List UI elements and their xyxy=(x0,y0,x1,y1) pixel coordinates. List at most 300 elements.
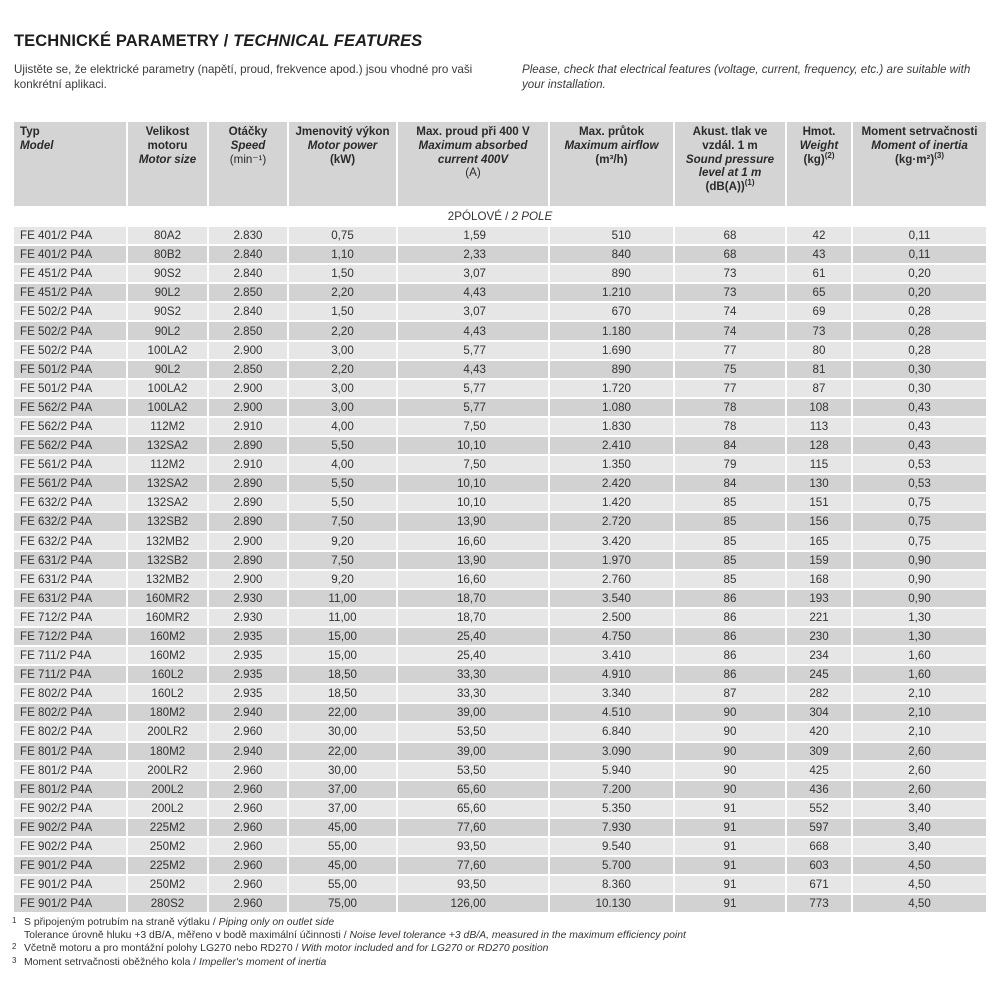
cell-weight: 420 xyxy=(787,723,851,740)
header-moment-of-inertia: Moment setrvačnosti Moment of inertia $(kg\cdot m^2)^{(3)}$ xyxy=(853,122,986,206)
cell-max-airflow: 2.500 xyxy=(550,609,673,626)
cell-speed: 2.840 xyxy=(209,265,287,282)
footnote xyxy=(12,929,686,942)
table-row xyxy=(14,265,986,282)
cell-model: FE 502/2 P4A xyxy=(14,303,126,320)
cell-motor-power: 2,20 xyxy=(289,322,396,339)
header-max-airflow: Max. průtok Maximum airflow (m³/h) xyxy=(550,122,673,206)
cell-motor-size: 280S2 xyxy=(128,895,207,912)
cell-max-current: 53,50 xyxy=(398,723,548,740)
cell-motor-power: 1,50 xyxy=(289,303,396,320)
cell-motor-size: 112M2 xyxy=(128,456,207,473)
cell-motor-size: 160M2 xyxy=(128,647,207,664)
cell-speed: 2.960 xyxy=(209,895,287,912)
cell-speed: 2.840 xyxy=(209,246,287,263)
table-row xyxy=(14,800,986,817)
cell-speed: 2.900 xyxy=(209,533,287,550)
cell-sound-pressure: 85 xyxy=(675,513,785,530)
cell-model: FE 632/2 P4A xyxy=(14,533,126,550)
cell-motor-size: 160L2 xyxy=(128,666,207,683)
cell-sound-pressure: 73 xyxy=(675,284,785,301)
cell-speed: 2.900 xyxy=(209,399,287,416)
cell-speed: 2.900 xyxy=(209,571,287,588)
cell-weight: 156 xyxy=(787,513,851,530)
cell-motor-size: 132SA2 xyxy=(128,494,207,511)
cell-max-airflow: 2.720 xyxy=(550,513,673,530)
cell-model: FE 561/2 P4A xyxy=(14,456,126,473)
cell-sound-pressure: 91 xyxy=(675,819,785,836)
cell-max-airflow: 4.910 xyxy=(550,666,673,683)
cell-speed: 2.940 xyxy=(209,743,287,760)
cell-speed: 2.960 xyxy=(209,819,287,836)
cell-max-airflow: 5.350 xyxy=(550,800,673,817)
cell-motor-size: 100LA2 xyxy=(128,380,207,397)
cell-motor-size: 100LA2 xyxy=(128,399,207,416)
cell-motor-power: 55,00 xyxy=(289,838,396,855)
cell-speed: 2.830 xyxy=(209,227,287,244)
cell-sound-pressure: 91 xyxy=(675,857,785,874)
cell-model: FE 802/2 P4A xyxy=(14,685,126,702)
cell-motor-size: 200LR2 xyxy=(128,762,207,779)
cell-max-airflow: 3.420 xyxy=(550,533,673,550)
cell-moment-of-inertia: 0,28 xyxy=(853,303,986,320)
cell-moment-of-inertia: 0,43 xyxy=(853,437,986,454)
cell-motor-size: 160MR2 xyxy=(128,590,207,607)
table-row xyxy=(14,628,986,645)
cell-speed: 2.960 xyxy=(209,857,287,874)
cell-max-current: 39,00 xyxy=(398,704,548,721)
cell-moment-of-inertia: 2,10 xyxy=(853,723,986,740)
table-row xyxy=(14,685,986,702)
table-row xyxy=(14,723,986,740)
cell-model: FE 711/2 P4A xyxy=(14,666,126,683)
cell-motor-power: 18,50 xyxy=(289,666,396,683)
cell-moment-of-inertia: 0,75 xyxy=(853,533,986,550)
cell-max-current: 4,43 xyxy=(398,361,548,378)
cell-model: FE 562/2 P4A xyxy=(14,418,126,435)
footnote-text-en: Piping only on outlet side xyxy=(218,917,335,928)
cell-weight: 304 xyxy=(787,704,851,721)
cell-max-airflow: 2.410 xyxy=(550,437,673,454)
cell-speed: 2.890 xyxy=(209,437,287,454)
cell-speed: 2.935 xyxy=(209,647,287,664)
cell-motor-size: 250M2 xyxy=(128,876,207,893)
cell-max-current: 18,70 xyxy=(398,590,548,607)
table-row xyxy=(14,399,986,416)
cell-motor-size: 250M2 xyxy=(128,838,207,855)
table-row xyxy=(14,743,986,760)
cell-motor-power: 2,20 xyxy=(289,284,396,301)
cell-speed: 2.850 xyxy=(209,284,287,301)
cell-moment-of-inertia: 0,53 xyxy=(853,475,986,492)
cell-moment-of-inertia: 0,20 xyxy=(853,284,986,301)
cell-motor-power: 7,50 xyxy=(289,552,396,569)
cell-max-airflow: 890 xyxy=(550,265,673,282)
cell-max-current: 10,10 xyxy=(398,437,548,454)
cell-moment-of-inertia: 1,60 xyxy=(853,647,986,664)
cell-motor-power: 5,50 xyxy=(289,475,396,492)
cell-moment-of-inertia: 2,10 xyxy=(853,685,986,702)
cell-speed: 2.910 xyxy=(209,456,287,473)
cell-max-airflow: 510 xyxy=(550,227,673,244)
cell-model: FE 902/2 P4A xyxy=(14,838,126,855)
cell-model: FE 562/2 P4A xyxy=(14,399,126,416)
cell-max-airflow: 670 xyxy=(550,303,673,320)
cell-sound-pressure: 86 xyxy=(675,609,785,626)
footnote-text-cz: S připojeným potrubím na straně výtlaku / xyxy=(24,917,219,928)
cell-max-airflow: 1.690 xyxy=(550,342,673,359)
table-body xyxy=(14,208,986,912)
cell-max-current: 2,33 xyxy=(398,246,548,263)
cell-weight: 42 xyxy=(787,227,851,244)
cell-max-current: 3,07 xyxy=(398,303,548,320)
cell-speed: 2.890 xyxy=(209,513,287,530)
cell-motor-power: 30,00 xyxy=(289,723,396,740)
cell-motor-power: 15,00 xyxy=(289,628,396,645)
cell-motor-size: 180M2 xyxy=(128,704,207,721)
cell-model: FE 631/2 P4A xyxy=(14,590,126,607)
title-en: TECHNICAL FEATURES xyxy=(233,32,423,50)
cell-model: FE 631/2 P4A xyxy=(14,571,126,588)
cell-speed: 2.890 xyxy=(209,494,287,511)
cell-motor-size: 90S2 xyxy=(128,303,207,320)
table-row xyxy=(14,571,986,588)
cell-weight: 193 xyxy=(787,590,851,607)
cell-model: FE 502/2 P4A xyxy=(14,322,126,339)
cell-motor-power: 4,00 xyxy=(289,418,396,435)
cell-model: FE 632/2 P4A xyxy=(14,513,126,530)
table-row xyxy=(14,361,986,378)
footnote-number: 3 xyxy=(12,955,17,965)
cell-sound-pressure: 86 xyxy=(675,628,785,645)
cell-model: FE 562/2 P4A xyxy=(14,437,126,454)
cell-motor-size: 180M2 xyxy=(128,743,207,760)
cell-max-airflow: 4.750 xyxy=(550,628,673,645)
cell-sound-pressure: 91 xyxy=(675,800,785,817)
cell-sound-pressure: 77 xyxy=(675,342,785,359)
cell-sound-pressure: 90 xyxy=(675,781,785,798)
cell-sound-pressure: 85 xyxy=(675,533,785,550)
cell-max-airflow: 1.080 xyxy=(550,399,673,416)
cell-max-current: 65,60 xyxy=(398,781,548,798)
cell-speed: 2.935 xyxy=(209,628,287,645)
cell-motor-size: 80A2 xyxy=(128,227,207,244)
cell-speed: 2.890 xyxy=(209,552,287,569)
cell-max-airflow: 10.130 xyxy=(550,895,673,912)
cell-max-airflow: 7.200 xyxy=(550,781,673,798)
cell-motor-power: 3,00 xyxy=(289,399,396,416)
cell-motor-power: 37,00 xyxy=(289,800,396,817)
cell-max-airflow: 1.720 xyxy=(550,380,673,397)
cell-sound-pressure: 86 xyxy=(675,590,785,607)
footnote xyxy=(12,942,686,955)
cell-weight: 165 xyxy=(787,533,851,550)
cell-motor-size: 132MB2 xyxy=(128,533,207,550)
cell-model: FE 502/2 P4A xyxy=(14,342,126,359)
cell-moment-of-inertia: 1,30 xyxy=(853,609,986,626)
cell-weight: 668 xyxy=(787,838,851,855)
cell-sound-pressure: 78 xyxy=(675,418,785,435)
cell-model: FE 631/2 P4A xyxy=(14,552,126,569)
cell-moment-of-inertia: 4,50 xyxy=(853,895,986,912)
cell-max-airflow: 8.360 xyxy=(550,876,673,893)
cell-moment-of-inertia: 1,60 xyxy=(853,666,986,683)
cell-motor-power: 7,50 xyxy=(289,513,396,530)
cell-model: FE 801/2 P4A xyxy=(14,743,126,760)
header-model: Typ Model xyxy=(14,122,126,206)
cell-weight: 80 xyxy=(787,342,851,359)
section-row xyxy=(14,208,986,225)
footnote xyxy=(12,956,686,969)
cell-max-airflow: 1.970 xyxy=(550,552,673,569)
cell-max-airflow: 5.940 xyxy=(550,762,673,779)
footnote-ref-1: (1) xyxy=(744,178,755,188)
cell-moment-of-inertia: 2,10 xyxy=(853,704,986,721)
cell-max-airflow: 7.930 xyxy=(550,819,673,836)
cell-max-current: 3,07 xyxy=(398,265,548,282)
cell-motor-power: 9,20 xyxy=(289,571,396,588)
cell-weight: 168 xyxy=(787,571,851,588)
footnote-ref-2: (2) xyxy=(824,150,835,160)
cell-model: FE 451/2 P4A xyxy=(14,265,126,282)
cell-motor-power: 3,00 xyxy=(289,380,396,397)
cell-motor-power: 5,50 xyxy=(289,494,396,511)
cell-moment-of-inertia: 3,40 xyxy=(853,838,986,855)
technical-features-table xyxy=(12,120,988,914)
cell-motor-size: 90L2 xyxy=(128,322,207,339)
cell-motor-size: 100LA2 xyxy=(128,342,207,359)
cell-moment-of-inertia: 2,60 xyxy=(853,762,986,779)
cell-max-current: 16,60 xyxy=(398,571,548,588)
cell-speed: 2.935 xyxy=(209,666,287,683)
header-weight: Hmot. Weight (kg)$^{(2)}$ xyxy=(787,122,851,206)
table-row xyxy=(14,838,986,855)
cell-max-current: 93,50 xyxy=(398,838,548,855)
cell-motor-size: 112M2 xyxy=(128,418,207,435)
cell-moment-of-inertia: 0,90 xyxy=(853,590,986,607)
cell-max-current: 7,50 xyxy=(398,418,548,435)
cell-speed: 2.850 xyxy=(209,322,287,339)
cell-moment-of-inertia: 0,20 xyxy=(853,265,986,282)
cell-weight: 108 xyxy=(787,399,851,416)
title-cz: TECHNICKÉ PARAMETRY / xyxy=(14,32,234,50)
table-row xyxy=(14,876,986,893)
table-row xyxy=(14,552,986,569)
cell-max-current: 126,00 xyxy=(398,895,548,912)
table-row xyxy=(14,494,986,511)
footnote-text-en: Impeller's moment of inertia xyxy=(199,956,327,968)
cell-weight: 436 xyxy=(787,781,851,798)
cell-max-airflow: 1.420 xyxy=(550,494,673,511)
cell-weight: 671 xyxy=(787,876,851,893)
cell-weight: 309 xyxy=(787,743,851,760)
footnote xyxy=(12,916,686,929)
cell-weight: 245 xyxy=(787,666,851,683)
cell-sound-pressure: 74 xyxy=(675,303,785,320)
cell-motor-power: 0,75 xyxy=(289,227,396,244)
cell-model: FE 712/2 P4A xyxy=(14,628,126,645)
cell-model: FE 902/2 P4A xyxy=(14,800,126,817)
cell-sound-pressure: 73 xyxy=(675,265,785,282)
cell-moment-of-inertia: 0,28 xyxy=(853,322,986,339)
section-label-2-pole: 2PÓLOVÉ / 2 POLE xyxy=(14,208,986,225)
cell-max-airflow: 3.540 xyxy=(550,590,673,607)
cell-motor-power: 2,20 xyxy=(289,361,396,378)
cell-max-current: 77,60 xyxy=(398,819,548,836)
cell-model: FE 711/2 P4A xyxy=(14,647,126,664)
cell-speed: 2.840 xyxy=(209,303,287,320)
cell-max-current: 25,40 xyxy=(398,647,548,664)
cell-weight: 597 xyxy=(787,819,851,836)
cell-weight: 552 xyxy=(787,800,851,817)
cell-max-airflow: 3.410 xyxy=(550,647,673,664)
table-row xyxy=(14,513,986,530)
cell-max-current: 65,60 xyxy=(398,800,548,817)
cell-speed: 2.850 xyxy=(209,361,287,378)
cell-weight: 282 xyxy=(787,685,851,702)
cell-max-airflow: 2.760 xyxy=(550,571,673,588)
cell-motor-power: 1,10 xyxy=(289,246,396,263)
intro-text-cz: Ujistěte se, že elektrické parametry (napětí, proud, frekvence apod.) jsou vhodné pro vaši konkrétní aplikaci. xyxy=(14,63,473,91)
cell-max-current: 4,43 xyxy=(398,284,548,301)
cell-max-airflow: 1.210 xyxy=(550,284,673,301)
cell-sound-pressure: 75 xyxy=(675,361,785,378)
cell-speed: 2.960 xyxy=(209,781,287,798)
cell-sound-pressure: 91 xyxy=(675,838,785,855)
cell-moment-of-inertia: 4,50 xyxy=(853,857,986,874)
cell-motor-size: 132SB2 xyxy=(128,552,207,569)
cell-motor-power: 37,00 xyxy=(289,781,396,798)
cell-model: FE 712/2 P4A xyxy=(14,609,126,626)
footnote-text-cz: Tolerance úrovně hluku +3 dB/A, měřeno v bodě maximální účinnosti / xyxy=(24,930,350,942)
cell-moment-of-inertia: 0,43 xyxy=(853,418,986,435)
cell-max-current: 39,00 xyxy=(398,743,548,760)
cell-moment-of-inertia: 0,90 xyxy=(853,571,986,588)
cell-weight: 115 xyxy=(787,456,851,473)
cell-sound-pressure: 90 xyxy=(675,723,785,740)
cell-motor-power: 15,00 xyxy=(289,647,396,664)
cell-max-current: 25,40 xyxy=(398,628,548,645)
cell-max-airflow: 3.340 xyxy=(550,685,673,702)
cell-model: FE 632/2 P4A xyxy=(14,494,126,511)
cell-speed: 2.890 xyxy=(209,475,287,492)
cell-max-current: 93,50 xyxy=(398,876,548,893)
cell-motor-size: 225M2 xyxy=(128,857,207,874)
table-row xyxy=(14,303,986,320)
cell-motor-power: 5,50 xyxy=(289,437,396,454)
cell-motor-size: 132SB2 xyxy=(128,513,207,530)
cell-max-current: 1,59 xyxy=(398,227,548,244)
cell-moment-of-inertia: 0,75 xyxy=(853,494,986,511)
cell-model: FE 401/2 P4A xyxy=(14,246,126,263)
cell-model: FE 561/2 P4A xyxy=(14,475,126,492)
cell-sound-pressure: 85 xyxy=(675,571,785,588)
cell-model: FE 901/2 P4A xyxy=(14,857,126,874)
table-row xyxy=(14,647,986,664)
cell-weight: 113 xyxy=(787,418,851,435)
cell-sound-pressure: 84 xyxy=(675,437,785,454)
cell-speed: 2.900 xyxy=(209,380,287,397)
cell-model: FE 801/2 P4A xyxy=(14,762,126,779)
cell-weight: 159 xyxy=(787,552,851,569)
cell-moment-of-inertia: 1,30 xyxy=(853,628,986,645)
table-row xyxy=(14,456,986,473)
cell-moment-of-inertia: 0,28 xyxy=(853,342,986,359)
cell-motor-power: 22,00 xyxy=(289,704,396,721)
cell-max-airflow: 5.700 xyxy=(550,857,673,874)
cell-weight: 221 xyxy=(787,609,851,626)
cell-weight: 234 xyxy=(787,647,851,664)
table-row xyxy=(14,437,986,454)
table-row xyxy=(14,590,986,607)
cell-max-current: 18,70 xyxy=(398,609,548,626)
cell-moment-of-inertia: 0,53 xyxy=(853,456,986,473)
cell-speed: 2.960 xyxy=(209,876,287,893)
table-row xyxy=(14,609,986,626)
cell-max-airflow: 3.090 xyxy=(550,743,673,760)
table-row xyxy=(14,895,986,912)
cell-motor-power: 45,00 xyxy=(289,819,396,836)
cell-sound-pressure: 86 xyxy=(675,666,785,683)
cell-sound-pressure: 84 xyxy=(675,475,785,492)
cell-sound-pressure: 79 xyxy=(675,456,785,473)
cell-max-current: 7,50 xyxy=(398,456,548,473)
table-header-row xyxy=(14,122,986,206)
table-row xyxy=(14,380,986,397)
cell-sound-pressure: 85 xyxy=(675,552,785,569)
cell-speed: 2.940 xyxy=(209,704,287,721)
table-row xyxy=(14,284,986,301)
table-row xyxy=(14,322,986,339)
cell-sound-pressure: 74 xyxy=(675,322,785,339)
cell-max-airflow: 1.830 xyxy=(550,418,673,435)
cell-weight: 773 xyxy=(787,895,851,912)
cell-max-current: 10,10 xyxy=(398,494,548,511)
table-row xyxy=(14,475,986,492)
cell-motor-size: 132SA2 xyxy=(128,437,207,454)
cell-motor-size: 200LR2 xyxy=(128,723,207,740)
table-row xyxy=(14,781,986,798)
header-max-current: Max. proud při 400 V Maximum absorbed current 400V (A) xyxy=(398,122,548,206)
cell-max-current: 5,77 xyxy=(398,342,548,359)
cell-max-airflow: 1.180 xyxy=(550,322,673,339)
cell-motor-size: 200L2 xyxy=(128,781,207,798)
header-speed: Otáčky Speed (min⁻¹) xyxy=(209,122,287,206)
cell-motor-power: 55,00 xyxy=(289,876,396,893)
header-motor-size: Velikost motoru Motor size xyxy=(128,122,207,206)
cell-motor-power: 1,50 xyxy=(289,265,396,282)
cell-model: FE 801/2 P4A xyxy=(14,781,126,798)
cell-motor-size: 160L2 xyxy=(128,685,207,702)
table-row xyxy=(14,342,986,359)
cell-weight: 69 xyxy=(787,303,851,320)
cell-sound-pressure: 68 xyxy=(675,227,785,244)
table-row xyxy=(14,704,986,721)
cell-max-airflow: 840 xyxy=(550,246,673,263)
cell-motor-power: 45,00 xyxy=(289,857,396,874)
cell-max-current: 33,30 xyxy=(398,685,548,702)
cell-speed: 2.960 xyxy=(209,800,287,817)
cell-moment-of-inertia: 0,43 xyxy=(853,399,986,416)
cell-sound-pressure: 87 xyxy=(675,685,785,702)
cell-sound-pressure: 77 xyxy=(675,380,785,397)
cell-moment-of-inertia: 0,90 xyxy=(853,552,986,569)
cell-model: FE 501/2 P4A xyxy=(14,361,126,378)
cell-sound-pressure: 85 xyxy=(675,494,785,511)
cell-max-current: 53,50 xyxy=(398,762,548,779)
cell-max-airflow: 9.540 xyxy=(550,838,673,855)
table-row xyxy=(14,762,986,779)
